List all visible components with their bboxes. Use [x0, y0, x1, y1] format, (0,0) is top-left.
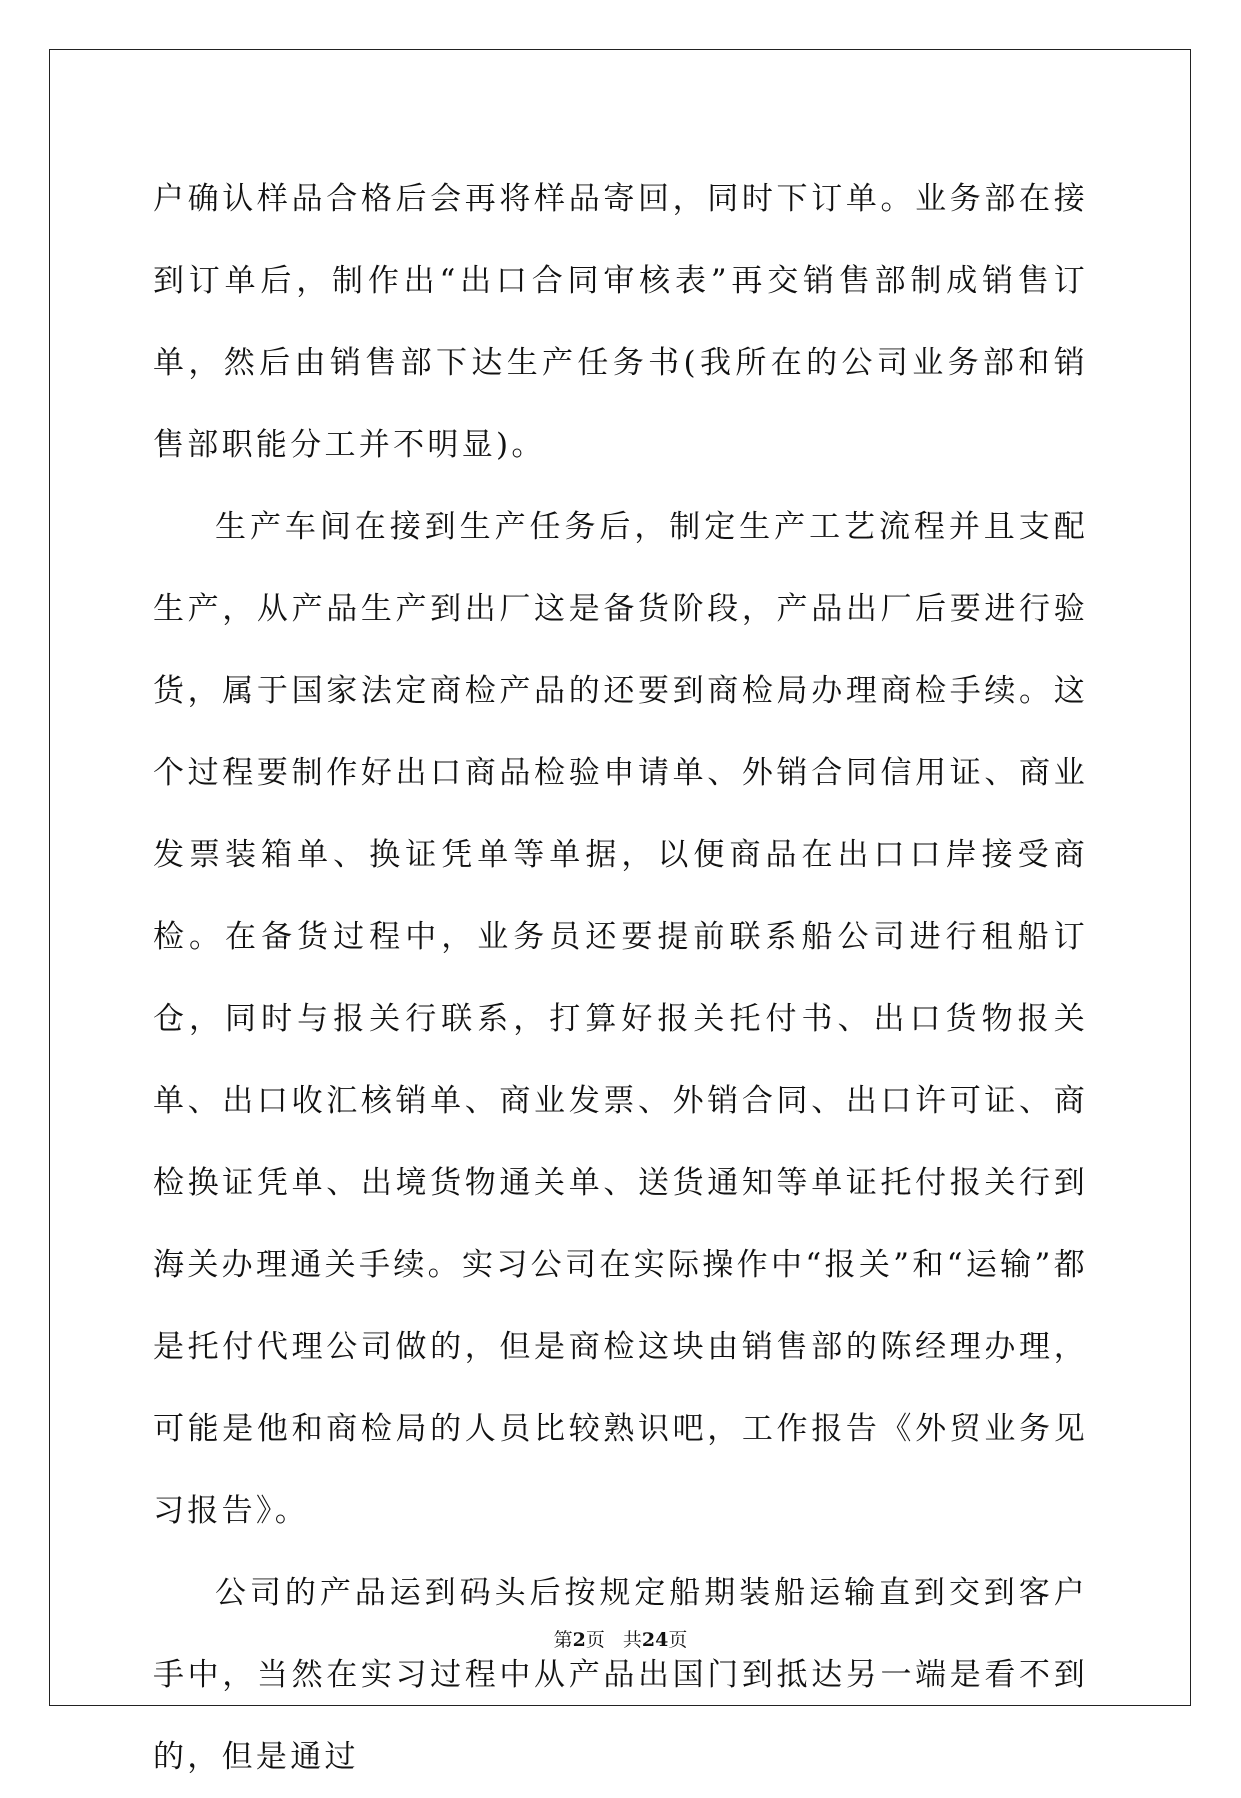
total-pages: 24 — [641, 1629, 669, 1651]
page-number: 2 — [572, 1629, 586, 1651]
paragraph-3: 公司的产品运到码头后按规定船期装船运输直到交到客户手中，当然在实习过程中从产品出国门到抵达另一端是看不到的，但是通过 — [153, 1575, 1088, 1775]
page-suffix: 页 — [585, 1629, 605, 1651]
document-body — [153, 158, 1088, 1798]
page-footer — [0, 1628, 1241, 1652]
page-prefix: 第 — [553, 1629, 573, 1651]
total-prefix: 共 — [622, 1629, 642, 1651]
total-suffix: 页 — [668, 1629, 688, 1651]
total-label — [623, 1628, 687, 1652]
paragraph-2: 生产车间在接到生产任务后，制定生产工艺流程并且支配生产，从产品生产到出厂这是备货阶段，产品出厂后要进行验货，属于国家法定商检产品的还要到商检局办理商检手续。这个过程要制作好出口商品检验申请单、外销合同信用证、商业发票装箱单、换证凭单等单据，以便商品在出口口岸接受商检。在备货过程中，业务员还要提前联系船公司进行租船订仓，同时与报关行联系，打算好报关托付书、出口货物报关单、出口收汇核销单、商业发票、外销合同、出口许可证、商检换证凭单、出境货物通关单、送货通知等单证托付报关行到海关办理通关手续。实习公司在实际操作中“报关”和“运输”都是托付代理公司做的，但是商检这块由销售部的陈经理办理，可能是他和商检局的人员比较熟识吧，工作报告《外贸业务见习报告》。 — [153, 509, 1088, 1529]
page-label — [554, 1628, 605, 1652]
paragraph-1: 户确认样品合格后会再将样品寄回，同时下订单。业务部在接到订单后，制作出“出口合同审核表”再交销售部制成销售订单，然后由销售部下达生产任务书(我所在的公司业务部和销售部职能分工并不明显)。 — [153, 181, 1088, 463]
